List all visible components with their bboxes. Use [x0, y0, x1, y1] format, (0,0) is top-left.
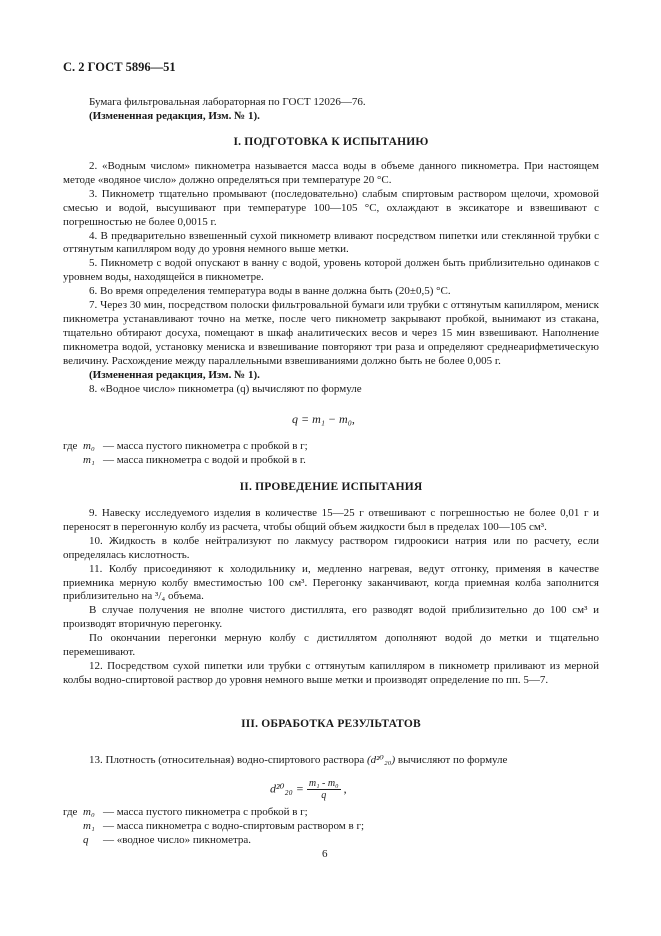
- paragraph-7: 7. Через 30 мин, посредством полоски фильтровальной бумаги или трубки с оттянутым капилляром, мениск пикнометра устанавливают точно на метке, после чего пикнометр закрывают пробкой, вынимают из стакана, тщательно обтирают досуха, помещают в шкаф аналитических весов и через 15 мин взвешивают. Наполнение пикнометра водой, установку мениска и взвешивание повторяют три раза и определяют среднеарифметическую величину. Расхождение между параллельными взвешиваниями должно быть не более 0,005 г.: [63, 299, 599, 367]
- paragraph-9: 9. Навеску исследуемого изделия в количестве 15—25 г отвешивают с погрешностью не более 0,01 г и переносят в перегонную колбу из расчета, чтобы общий объем жидкости был в пределах 100—105 см³.: [63, 507, 599, 533]
- paragraph-10: 10. Жидкость в колбе нейтрализуют по лакмусу раствором гидроокиси натрия или по расчету, если определялась кислотность.: [63, 534, 599, 561]
- intro-line: Бумага фильтровальная лабораторная по ГОСТ 12026—76.: [89, 96, 366, 108]
- formula-fraction: [307, 778, 341, 801]
- section-1-definitions: [63, 440, 599, 468]
- formula-water-number: q = m₁ − m₀,: [292, 412, 355, 426]
- section-1-note: (Измененная редакция, Изм. № 1).: [89, 368, 260, 381]
- intro-block: [63, 96, 599, 124]
- paragraph-11c: По окончании перегонки мерную колбу с дистиллятом дополняют водой до метки и тщательно перемешивают.: [63, 632, 599, 659]
- definition-symbol: q: [83, 833, 89, 846]
- formula-denominator: q: [321, 790, 327, 801]
- definition-m0: [63, 806, 599, 820]
- definition-symbol: m₀: [83, 440, 95, 452]
- formula-density: [270, 778, 347, 801]
- definition-text: — «водное число» пикнометра.: [103, 833, 252, 846]
- where-label: где: [63, 440, 78, 452]
- paragraph-2: 2. «Водным числом» пикнометра называется масса воды в объеме данного пикнометра. При настоящем методе «водяное число» должно определяться при температуре 20 °С.: [63, 160, 599, 186]
- paragraph-8: 8. «Водное число» пикнометра (q) вычисляют по формуле: [89, 382, 362, 395]
- section-1-title: I. ПОДГОТОВКА К ИСПЫТАНИЮ: [233, 136, 429, 148]
- paragraph-12: 12. Посредством сухой пипетки или трубки с оттянутым капилляром в пикнометр приливают из мерной колбы водно-спиртовой раствор до уровня немного выше метки и производят определение по пп. 5—7.: [63, 659, 599, 686]
- definition-m1: [63, 454, 599, 468]
- page-header: С. 2 ГОСТ 5896—51: [63, 60, 176, 74]
- section-3-title: III. ОБРАБОТКА РЕЗУЛЬТАТОВ: [241, 718, 421, 730]
- paragraph-11b: В случае получения не вполне чистого дистиллята, его разводят водой приблизительно до 100 см³ и производят вторичную перегонку.: [63, 604, 599, 631]
- density-symbol: (d²⁰₂₀): [366, 754, 396, 766]
- definition-text: — масса пустого пикнометра с пробкой в г;: [103, 806, 308, 818]
- paragraph-5: 5. Пикнометр с водой опускают в ванну с водой, уровень которой должен быть приблизительно одинаков с уровнем воды, находящейся в пикнометре.: [63, 257, 599, 284]
- paragraph-6: 6. Во время определения температура воды в ванне должна быть (20±0,5) °С.: [89, 285, 451, 298]
- formula-lhs: d²⁰₂₀ =: [270, 781, 304, 796]
- definition-symbol: m₁: [83, 453, 95, 466]
- definition-m1: [63, 820, 599, 834]
- formula-tail: ,: [343, 781, 347, 796]
- paragraph-13-text: 13. Плотность (относительная) водно-спиртового раствора: [89, 754, 365, 766]
- section-2-body: [63, 507, 599, 688]
- paragraph-13: [63, 754, 599, 768]
- definition-m0: [63, 440, 599, 454]
- intro-note: (Измененная редакция, Изм. № 1).: [89, 109, 260, 122]
- definition-symbol: m₀: [83, 806, 95, 818]
- definition-text: — масса пустого пикнометра с пробкой в г;: [103, 440, 308, 452]
- paragraph-13-tail: вычисляют по формуле: [397, 754, 508, 766]
- section-3-definitions: [63, 806, 599, 848]
- definition-symbol: m₁: [83, 819, 95, 832]
- paragraph-11: 11. Колбу присоединяют к холодильнику и, медленно нагревая, ведут отгонку, применяя в качестве приемника мерную колбу вместимостью 100 см³. Перегонку заканчивают, когда приемная колба заполнится приблизительно на ³/₄ объема.: [63, 562, 599, 603]
- definition-text: — масса пикнометра с водно-спиртовым раствором в г;: [103, 819, 365, 832]
- page-number: 6: [322, 848, 328, 860]
- formula-numerator: m₁ - m₀: [308, 778, 339, 789]
- where-label: где: [63, 806, 78, 818]
- paragraph-3: 3. Пикнометр тщательно промывают (последовательно) слабым спиртовым раствором щелочи, хромовой смесью и водой, высушивают при температуре 100—105 °С, охлаждают в эксикаторе и взвешивают с погрешностью не более 0,0015 г.: [63, 187, 599, 228]
- paragraph-4: 4. В предварительно взвешенный сухой пикнометр вливают посредством пипетки или стеклянной трубки с оттянутым капилляром воду до уровня немного выше метки.: [63, 229, 599, 256]
- definition-text: — масса пикнометра с водой и пробкой в г.: [103, 453, 306, 466]
- definition-q: [63, 834, 599, 848]
- section-2-title: II. ПРОВЕДЕНИЕ ИСПЫТАНИЯ: [239, 481, 423, 493]
- section-1-body: [63, 160, 599, 396]
